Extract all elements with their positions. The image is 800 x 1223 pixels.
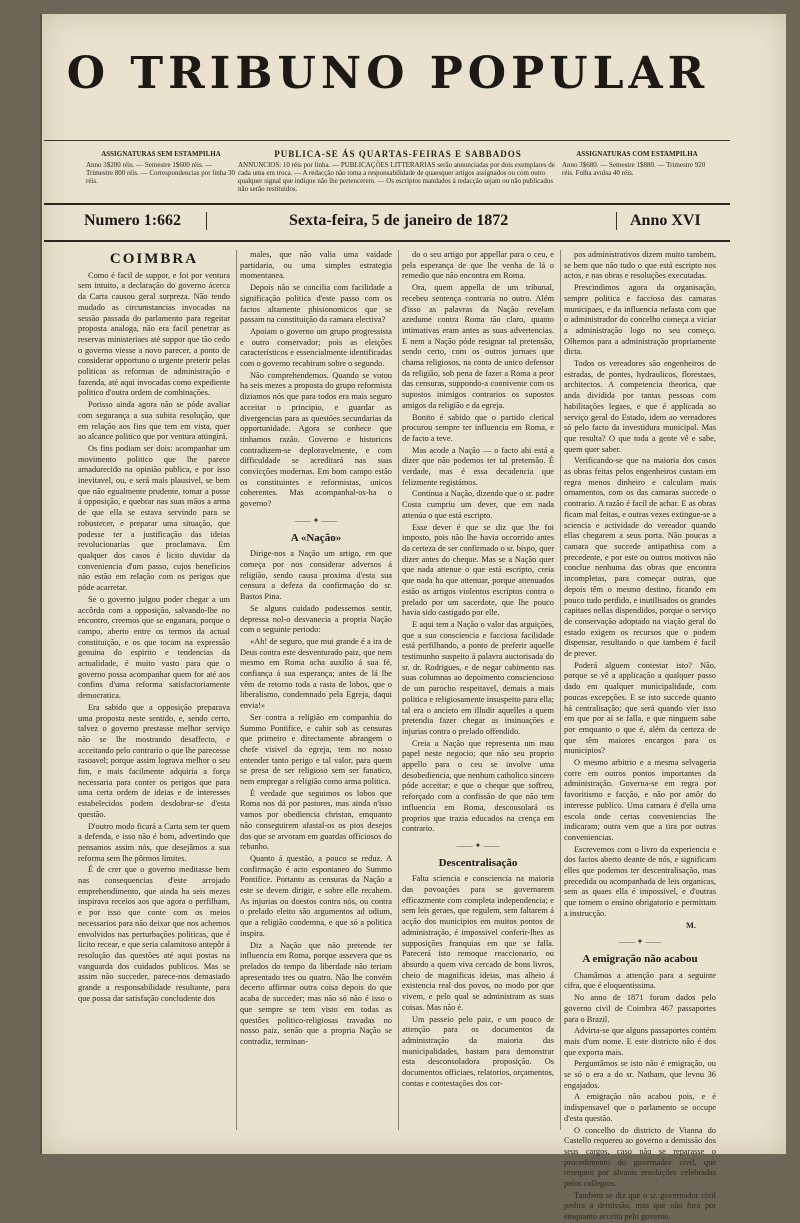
column-3	[402, 250, 554, 1130]
paragraph: Esse dever é que se diz que lhe foi imposto, pois não lhe havia occorrido antes da certeza de ser confirmado o sr. bispo, quer dizer antes do cheque. Mas se a Nação quer que nada attenue o que está escripto, creia que nada ha que attenuar, porque attenuados estão os artigos violentos escriptos contra o prelado por um sacerdote, que lhe pouco havia sido castigado por elle.	[402, 522, 554, 618]
paragraph: Como é facil de suppor, e foi por ventura sem intuito, a declaração do governo ácerca da Carta causou geral surpreza. Não tendo mudado as circumstancias invocadas na sessão passada do parlamento para regeitar proposta analoga, não era facil penetrar as reservas ministeriaes até suppor que tão cedo o governo viesse a novo parecer, a ponto de considerar opportuno o urgente preterir pelas politicas as reformas de administração e fazenda, até aqui invocadas como expediente politico d'outra ordem de combinações.	[78, 270, 230, 398]
subscription-no-stamp-title: ASSIGNATURAS SEM ESTAMPILHA	[101, 150, 221, 158]
column-2	[240, 250, 392, 1130]
paragraph: É de crer que o governo meditasse bem nas consequencias d'este arrojado emprehendimento, que ainda ha seis mezes inspirava receios aos que agora o perfilham, e por isso que conte com os meios necessarios para não deixar que nos achemos envolvidos nas perturbações politicas, que é licito recear, e que seria calamitoso antepôr á resolução das questões até aqui postas na vanguarda dos cuidados publicos. Mas se assim não succeder, parece-nos demasiado grande a responsabilidade resultante, para que possa dar satisfação concludente dos	[78, 865, 230, 1003]
paragraph: Escrevemos com o livro da experiencia e dos factos aberto deante de nós, e significam elles que podemos ter descentralisação, mas precedida ou acompanhada de leis organicas, sem as quaes ella é impossivel, e d'outras que tornem o ensino obrigatorio e permittam a instrucção.	[564, 844, 716, 918]
column-4	[564, 250, 716, 1222]
dateline-bottom-rule	[44, 240, 730, 242]
paragraph: Era sabido que a opposição preparava uma proposta neste sentido, e, sendo certo, talvez o governo prestasse melhor serviço não se lhe mostrando desaffecto, e acceitando pelo contrario o que lhe parecesse rasoavel; porque assim lograva melhor o seu fim, e mais facilmente adquiria a força necessaria para conter os perigos que para uma certa ordem de ideias e de interesses estabelecidos podem desdobrar-se d'esta questão.	[78, 702, 230, 819]
paragraph: D'outro modo ficará a Carta sem ter quem a defenda, e isso não é bom, advertindo que pensamos assim nós, que desejâmos a sua reforma sem lhe pôrmos limites.	[78, 821, 230, 863]
paragraph: Depois não se concilia com facilidade a significação politica d'este passo com os factos altamente phisionomicos que se passam na constituição da camara electiva?	[240, 283, 392, 325]
paragraph: do o seu artigo por appellar para o ceu, e pela esperança de que lhe venha de lá o remedio que não encontra em Roma.	[402, 250, 554, 281]
section-title-emigracao: A emigração não acabou	[582, 953, 698, 965]
dateline	[44, 208, 730, 236]
paragraph: Mas acode a Nação — o facto ahi está a dizer que não podemos ter tal pretensão. É verdade, mas é essa decadencia que felizmente registámos.	[402, 445, 554, 487]
paragraph: Chamâmos a attenção para a seguinte cifra, que é eloquentissima.	[564, 970, 716, 991]
dateline-divider	[206, 212, 207, 230]
paragraph: pos administrativos dizem muito tambem, se bem que não tudo o que está escripto nos actos, e nas obras e resoluções executadas.	[564, 250, 716, 281]
column-divider	[398, 250, 399, 1130]
paragraph: Advirta-se que alguns passaportes contém mais d'um nome. E este districto não é dos que exporta mais.	[564, 1026, 716, 1057]
masthead-rule	[44, 140, 730, 141]
paragraph: Tambem se diz que o sr. governador civil pedira a demissão, mas que não fora por emquanto acceita pelo governo.	[564, 1190, 716, 1222]
advertising-terms: ANNUNCIOS: 10 réis por linha. — PUBLICAÇÕES LITTERARIAS serão annunciadas por dois exemplares de cada uma em troca. — A redacção não toma a responsabilidade de quaesquer artigos assignados ou com outro qualquer signal que indique não lhe pertencerem. — Os escriptos mandados á redacção sejam ou não publicados não serão restituidos.	[238, 161, 555, 193]
subscription-with-stamp-text: Anno 3$680. — Semestre 1$880. — Trimestre 920 réis. Folha avulsa 40 réis.	[562, 161, 706, 177]
paragraph: Ser contra a religião em companhia do Summo Pontifice, e cahir sob as censuras que primeiro e directamente abrangem o chefe visivel da egreja, tem no nosso entender tanto perigo e tal valor, para quem se presa de ser religioso sem ser fanatico, nem empregar a religião como arma politica.	[240, 712, 392, 787]
paragraph: males, que não valia uma vaidade partidaria, ou uma simples estrategia momentanea.	[240, 250, 392, 281]
issue-date: Sexta-feira, 5 de janeiro de 1872	[289, 212, 509, 229]
paragraph: A emigração não acabou pois, e é indispensavel que o parlamento se occupe d'esta questão.	[564, 1092, 716, 1123]
column-divider	[236, 250, 237, 1130]
paragraph: Prescindimos agora da organisação, sempre politica e facciosa das camaras municipaes, e da influencia nefasta com que o administrador do concelho começa a viciar a administração logo no seu começo. Olhemos para a administração propriamente dicta.	[564, 283, 716, 357]
paragraph: Perguntâmos se isto não é emigração, ou se só o era a do sr. Natham, que levou 36 engajados.	[564, 1059, 716, 1090]
paragraph: Porisso ainda agora não se póde avaliar com segurança a sua subita resolução, que em relação aos fins que tem em vista, quer ao alcance politico que por ventura attingirá.	[78, 400, 230, 442]
subscription-no-stamp-text: Anno 3$200 réis. — Semestre 1$600 réis. — Trimestre 800 réis. — Correspondencias por linha 30 réis.	[86, 161, 236, 185]
dateline-divider	[616, 212, 617, 230]
paragraph: O mesmo arbitrio e a mesma selvageria corre em outros pontos importantes da administração. Governa-se em regra por favoritismo e facção, e não por amôr do interesse publico. Uma camara é d'ella uma escola onde certas conveniencias lhe indicaram; outra vem que a tira por outras conveniencias.	[564, 758, 716, 842]
issue-number: Numero 1:662	[84, 212, 182, 229]
paragraph: Falta sciencia e consciencia na maioria das povoações para se governarem efficazmente com completa independencia; e sem leis geraes, que regulem, sem faltarem á acção dos municipios em muitos pontos de administração, é impossivel conferir-lhes as supposições franquias em que se falla. Parecerá isto remoque reaccionario, ou absurdo a quem viva cercado de bons livros, cheio de magnificas ideias, mas alheio á existencia real dos povos, no modo por que vivem, e pelo qual se administram as suas coisas. Mas não é.	[402, 874, 554, 1012]
section-title-descentralisacao: Descentralisação	[438, 856, 518, 869]
paragraph: No anno de 1871 foram dados pelo governo civil de Coimbra 467 passaportes para o Brazil.	[564, 993, 716, 1024]
paragraph: Ora, quem appella de um tribunal, recebeu sentença contraria no outro. Além d'isso as palavras da Nação revelam azedume contra Roma tão claro, quanto intimativas eram antes as suas advertencias. E nem a Nação póde resignar tal pretensão, sendo certo, com os outros jornaes que chama religiosos, na conta de unico defensor da religião, sob pena de fazer a Roma a peor das censuras, suppondo-a connivente com os supostos inimigos contrarios os supostos amigos da religião e da egreja.	[402, 283, 554, 410]
subscription-with-stamp-title: ASSIGNATURAS COM ESTAMPILHA	[576, 150, 698, 158]
paragraph: Continua a Nação, dizendo que o sr. padre Costa cumpriu um dever, que em nada attenúa o que está escripto.	[402, 489, 554, 520]
paragraph: Poderá alguem contestar isto? Não, porque se vê a applicação a qualquer passo dado em qualquer municipalidade, com poucas excepções. E se isto succede quanto há centralisação; que será quando vier isso em que por aí se falla, e que ninguem sabe por emquanto o que é, além da certeza de que têm maiores encargos para os municipios?	[564, 660, 716, 756]
paragraph: O concelho do districto de Vianna do Castello requereu ao governo a demissão dos seus cargos, caso não se reparasse o procedimento do governador civil, que resequeu por alvarás resoluções celebradas pelos collegios.	[564, 1125, 716, 1189]
column-divider	[560, 250, 561, 1130]
column-1	[78, 250, 230, 1130]
paragraph: Apoiam o governo um grupo progressista e outro conservador; pois as eleições característicos e essencialmente identificadas com o governo recabiram sobre o segundo.	[240, 326, 392, 369]
publication-info	[238, 150, 558, 193]
paragraph: E aqui tem a Nação o valor das arguições, que a sua consciencia e facciosa facilidade está perfilhando, a ponto de preferir aquelle testimunho suspeito á palavra auctorisada do sr. dr. Rodrigues, e de negar cabimento nas suas columnas ao depoimento consciencioso de um parocho respeitavel, demais a mais politica e religiosamente insuspeito para ella; tal era o ancieto em illudir aquelles a quem pretendia fazer chegar as insinuações e injurias contra o prelado offendido.	[402, 619, 554, 736]
paragraph: Quanto á questão, a pouco se reduz. A confirmação é acto espontaneo do Summo Pontifice. Portanto as censuras da Nação a este se devem dirigir, e sobre elle recahem. As injurias ou doestos contra nós, ou contra o prelado eleito são argumentos ad odium, que a religião condemna, e que só a politica inspira.	[240, 853, 392, 938]
issue-year: Anno XVI	[630, 212, 701, 229]
paragraph: Os fins podiam ser dois: acompanhar um movimento politico que lhe parece amadurecido na opinião publica, e por isso inevitavel, ou, e será mais plausivel, se bem que não egualmente prudente, tomar a posse á opposição, e quebrar nas suas mãos a arma de que ella se estava servindo para se robustecer, e preparar uma situação, que podesse ter a justificação das ideias revolucionarias que proclamava. Em qualquer dos casos é licito duvidar da conveniencia d'um passo, cujos beneficios não estão em relação com os perigos que póde acarretar.	[78, 443, 230, 593]
section-title-coimbra: COIMBRA	[109, 251, 199, 267]
paragraph: Um passeio pelo paiz, e um pouco de attenção para os documentos da administração da maioria das municipalidades, bastam para demonstrar esta desconsoladora proposição. Os documentos officiaes, relatorios, orçamentos, contas e contestações dos cor-	[402, 1014, 554, 1088]
section-title-nacao: A «Nação»	[290, 531, 342, 544]
subscription-with-stamp	[562, 150, 712, 177]
ornament-divider: —— ✦ ——	[294, 515, 338, 525]
masthead: O TRIBUNO POPULAR	[66, 48, 710, 99]
paragraph: Diz a Nação que não pretende ter influencia em Roma, porque assevera que os prelados do tempo da liberdade não teriam apresentado tres ou quatro. Não lhe convém decerto affirmar outra coisa depois do que acaba de succeder; mas não só não é isso o que sempre se tem visto em todas as questões politico-religiosas travadas no nosso paiz, senão que a propria Nação se contradiz, terminan-	[240, 940, 392, 1046]
paragraph: Se o governo julgou poder chegar a um accôrdo com a opposição, salvando-lhe no encontro, creemos que se enganara, porque o campo, aberto entre os termos da actual constituição, e os que tocam na expressão genuina do espirito e tendencias da actualidade, é muito vasto para que o governo possa acompanhar quem for até aos confins d'uma reforma satisfactoriamente democratica.	[78, 594, 230, 701]
publication-days: PUBLICA-SE ÁS QUARTAS-FEIRAS E SABBADOS	[274, 149, 522, 159]
paragraph: Creia a Nação que representa um mau papel neste negocio; que não seu proprio appello para o ceu se involve uma desobediencia, que nenhum catholico sincero póde acceitar; e que o cheque que soffreu, reforçado com a confissão de que não tem influencia em Roma, descousolará os proprios que trazia educados na crença em contrario.	[402, 738, 554, 834]
dateline-top-rule	[44, 203, 730, 205]
paragraph: É verdade que seguimos os lobos que Roma nos dá por pastores, mas ainda n'isso vamos por obediencia christan, emquanto não conseguirem afastal-os os pios desejos dos que se arvoram em guardas officiosos do rebanho.	[240, 788, 392, 852]
paragraph: Verificando-se que na maioria dos casos as obras feitas pelos engenheiros custam em regra menos dinheiro e calculam mais ornamentos, com os das camaras succede o contrario. A razão é facil de achar. E as obras ficam mal feitas, e outras vezes extingue-se a sciencia e actividade do vereador quando ellas chegarem a seus porta. Não poucas a camara que succede antipathisa com a precedente, e por este ou outros motivos não conclue nenhuma das obras que encontra incompletas, para começar outras, que depois têm o mesmo destino, ficando em pouco tudo perdido, e inutilisados os grandes capitaes nellas dispendidos, porque o serviço de conservação adoptado na viação geral do estado exigem os recursos que o podem dispensar, resultando o que tambem é facil de prever.	[564, 456, 716, 659]
ornament-divider: —— ✦ ——	[618, 937, 662, 947]
paragraph: Dirige-nos a Nação um artigo, em que começa por nos considerar adversos á religião, sendo causa proxima d'esta sua censura a defeza da confirmação do sr. Bastos Pina.	[240, 549, 392, 602]
subscription-no-stamp	[86, 150, 236, 185]
paragraph: Todos os vereadores são engenheiros de estradas, de pontes, hydraulicos, florestaes, architectos. A competencia theorica, que anda dividida por tantas pessoas com habilitações legaes, e que é applicada ao serviço geral do Estado, idem ao vereadores só pelo facto da investidura municipal. Mas que resulta? O que toda a gente vê e sabe, quem quer saber.	[564, 359, 716, 454]
paragraph: Se alguns cuidado podessemos sentir, depressa nol-o desvanecia a propria Nação com o seguinte periodo:	[240, 603, 392, 635]
article-signature: M.	[686, 920, 696, 930]
paragraph: Bonito é sabido que o partido clerical procurou sempre ter influencia em Roma, e de facto a teve.	[402, 412, 554, 443]
ornament-divider: —— ✦ ——	[456, 840, 500, 850]
paragraph: Não comprehendemos. Quando se votou ha seis mezes a proposta do grupo reformista diziamos nós que para todos era mais seguro acceitar o principio, e guardar as divergencias para as questões secundarias da opportunidade. Agora se conhece que tinhamos razão. Governo e historicos contradizem-se deploravelmente, e com difficuldade se acreditará nas suas convicções modernas. Em bom campo estão os constituintes e reformistas, unicos coherentes. Mas acompanhal-os-ha o governo?	[240, 370, 392, 509]
paragraph: «Ah! de seguro, que mui grande é a ira de Deus contra este desventurado paiz, que nem mesmo em Roma acha auxilio á sua fé, confiança á sua esperança; antes de lá lhe vêm de retorno toda a rasta de lobos, que o liberalismo, condemnado pela Egreja, daqui envia!»	[240, 636, 392, 711]
